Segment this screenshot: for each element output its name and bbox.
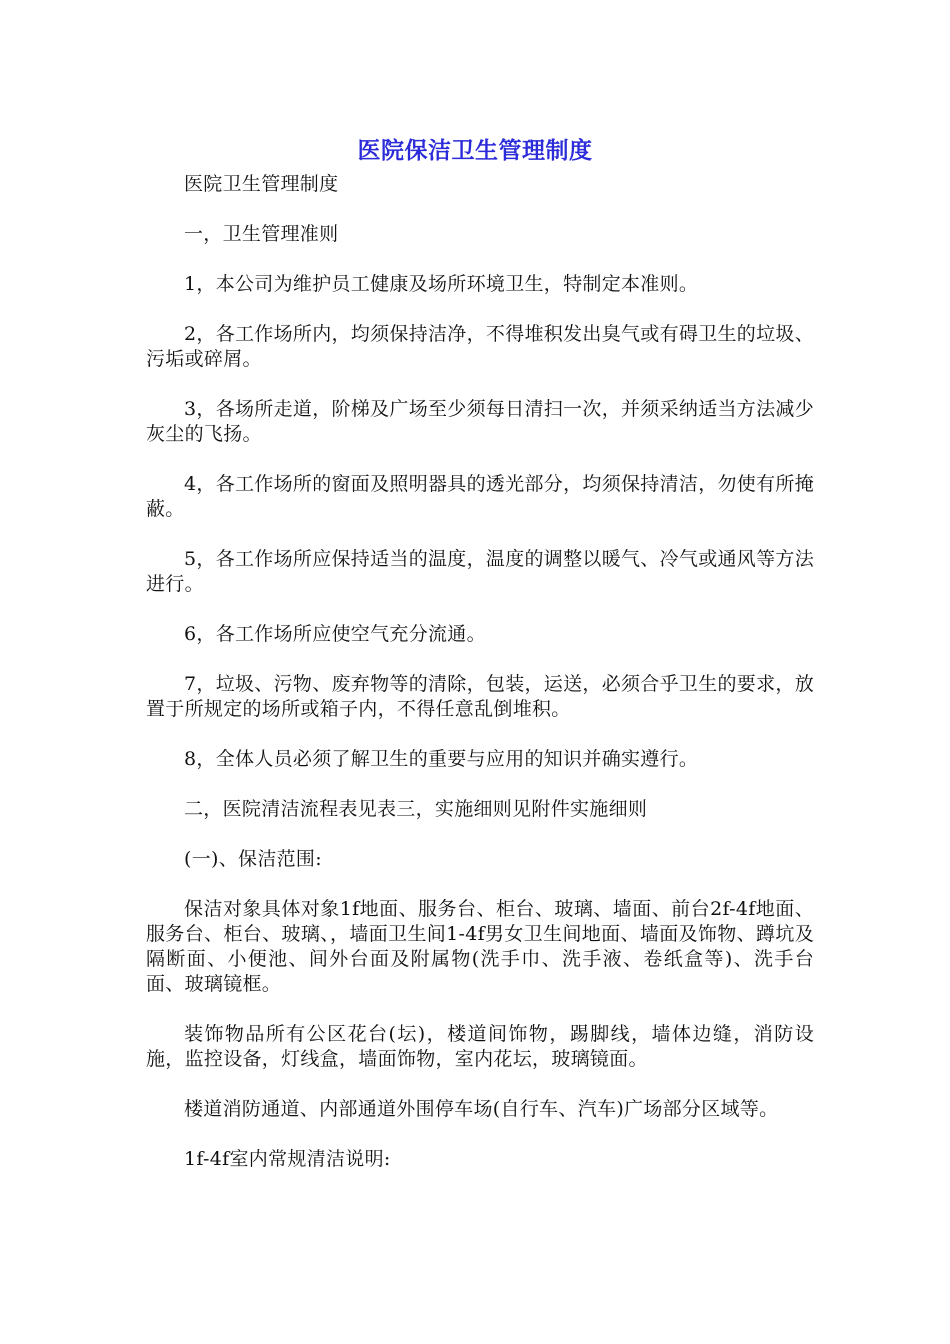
paragraph: 2，各工作场所内，均须保持洁净，不得堆积发出臭气或有碍卫生的垃圾、污垢或碎屑。	[146, 323, 814, 370]
paragraph: 6，各工作场所应使空气充分流通。	[184, 623, 486, 645]
document-body	[146, 172, 814, 1197]
paragraph: 1，本公司为维护员工健康及场所环境卫生，特制定本准则。	[184, 273, 699, 295]
document-title: 医院保洁卫生管理制度	[357, 138, 593, 164]
paragraph: 二，医院清洁流程表见表三，实施细则见附件实施细则	[184, 798, 648, 820]
paragraph: 一，卫生管理准则	[184, 223, 339, 245]
paragraph: 楼道消防通道、内部通道外围停车场(自行车、汽车)广场部分区域等。	[184, 1098, 779, 1120]
paragraph: 7，垃圾、污物、废弃物等的清除，包装，运送，必须合乎卫生的要求，放置于所规定的场所或箱子内，不得任意乱倒堆积。	[146, 673, 814, 720]
paragraph: 5，各工作场所应保持适当的温度，温度的调整以暖气、冷气或通风等方法进行。	[146, 548, 814, 595]
paragraph: 医院卫生管理制度	[184, 173, 339, 195]
paragraph: 4，各工作场所的窗面及照明器具的透光部分，均须保持清洁，勿使有所掩蔽。	[146, 473, 814, 520]
paragraph: 8，全体人员必须了解卫生的重要与应用的知识并确实遵行。	[184, 748, 699, 770]
paragraph: 1f-4f室内常规清洁说明:	[184, 1148, 391, 1170]
paragraph: 装饰物品所有公区花台(坛)，楼道间饰物，踢脚线，墙体边缝，消防设施，监控设备，灯线盒，墙面饰物，室内花坛，玻璃镜面。	[146, 1023, 814, 1070]
paragraph: 3，各场所走道，阶梯及广场至少须每日清扫一次，并须采纳适当方法减少灰尘的飞扬。	[146, 398, 814, 445]
paragraph: 保洁对象具体对象1f地面、服务台、柜台、玻璃、墙面、前台2f-4f地面、服务台、柜台、玻璃、，墙面卫生间1-4f男女卫生间地面、墙面及饰物、蹲坑及隔断面、小便池、间外台面及附属物(洗手巾、洗手液、卷纸盒等)、洗手台面、玻璃镜框。	[146, 898, 814, 995]
paragraph: (一)、保洁范围:	[184, 848, 322, 870]
